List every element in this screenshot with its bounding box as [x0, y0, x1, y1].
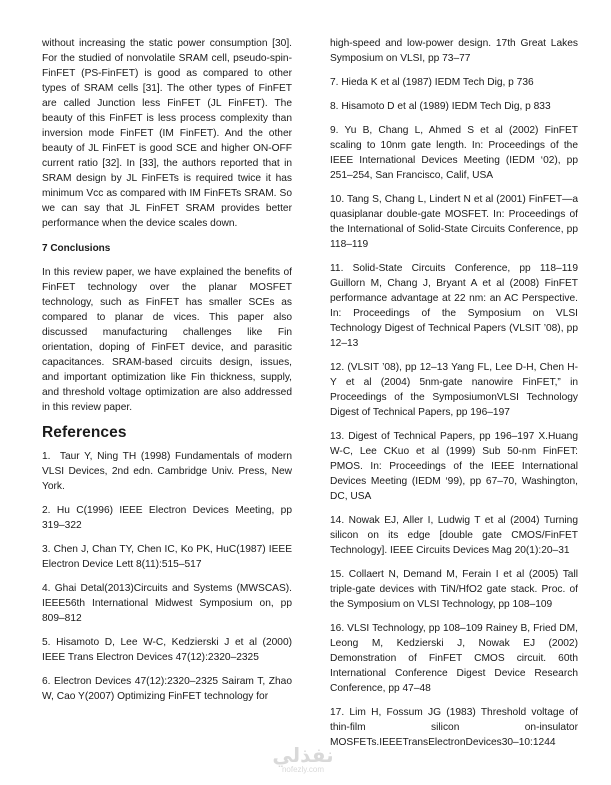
reference-item: 15. Collaert N, Demand M, Ferain I et al (2005) Tall triple-gate devices with TiN/HfO2 gate stack. Proc. of the Symposium on VLSI Technology, pp 108–109	[330, 569, 578, 610]
reference-item: 1. Taur Y, Ning TH (1998) Fundamentals of modern VLSI Devices, 2nd edn. Cambridge Univ. Press, New York.	[42, 451, 292, 492]
reference-item: 5. Hisamoto D, Lee W-C, Kedzierski J et al (2000) IEEE Trans Electron Devices 47(12):2320–2325	[42, 637, 292, 663]
reference-item: 16. VLSI Technology, pp 108–109 Rainey B, Fried DM, Leong M, Kedzierski J, Nowak EJ (2002) Demonstration of FinFET CMOS circuit. 60th International Conference Digest Device Research Conference, pp 47–48	[330, 623, 578, 694]
reference-item: 9. Yu B, Chang L, Ahmed S et al (2002) FinFET scaling to 10nm gate length. In: Proceedings of the IEEE International Devices Meeting (IEDM ‘02), pp 251–254, San Francisco, Calif, USA	[330, 125, 578, 181]
conclusion-paragraph: In this review paper, we have explained the benefits of FinFET technology over the planar MOSFET technology, such as FinFET has smaller SCEs as compared to planar de vices. This paper also discussed manufacturing challenges like Fin orientation, doping of FinFET device, and parasitic capacitances. SRAM-based circuits design, issues, and important optimization like Fin thickness, supply, and threshold voltage optimization are also addressed in this review paper.	[42, 267, 292, 413]
reference-item: 7. Hieda K et al (1987) IEDM Tech Dig, p 736	[330, 77, 534, 88]
reference-item: 14. Nowak EJ, Aller I, Ludwig T et al (2004) Turning silicon on its edge [double gate CMOS/FinFET Technology]. IEEE Circuits Devices Mag 20(1):20–31	[330, 515, 578, 556]
body-paragraph: without increasing the static power consumption [30]. For the studied of nonvolatile SRAM cell, pseudo-spin-FinFET (PS-FinFET) is good as compared to other types of SRAM cells [31]. The other types of FinFET are called Junction less FinFET (JL FinFET). The beauty of this FinFET is less process complexity than inversion mode FinFET (IM FinFET). And the other beauty of JL FinFET is good SCE and higher ON-OFF current ratio [32]. In [33], the authors reported that in SRAM design by JL FinFETs is required twice it has minimum Vcc as compared with IM FinFETs SRAM. So we can say that JL FinFET SRAM provides better performance when the device scales down.	[42, 38, 292, 229]
references-heading: References	[42, 424, 127, 441]
right-column	[330, 36, 578, 759]
section-heading: 7 Conclusions	[42, 243, 111, 254]
reference-item: 4. Ghai Detal(2013)Circuits and Systems (MWSCAS). IEEE56th International Midwest Symposium on, pp 809–812	[42, 583, 292, 624]
reference-item: 6. Electron Devices 47(12):2320–2325 Sairam T, Zhao W, Cao Y(2007) Optimizing FinFET technology for	[42, 676, 292, 702]
reference-item: 10. Tang S, Chang L, Lindert N et al (2001) FinFET—a quasiplanar double-gate MOSFET. In: Proceedings of the International of Solid-State Circuits Conference, pp 118–119	[330, 194, 578, 250]
reference-item: 3. Chen J, Chan TY, Chen IC, Ko PK, HuC(1987) IEEE Electron Device Lett 8(11):515–517	[42, 544, 292, 570]
reference-item: 11. Solid-State Circuits Conference, pp 118–119 Guillorn M, Chang J, Bryant A et al (2008) FinFET performance advantage at 22 nm: an AC Perspective. In: Proceedings of the Symposium on VLSI Technology Digest of Technical Papers (VLSIT ’08), pp 12–13	[330, 263, 578, 349]
reference-item: 12. (VLSIT ’08), pp 12–13 Yang FL, Lee D-H, Chen H-Y et al (2004) 5nm-gate nanowire FinFET,” in Proceedings of the SymposiumonVLSI Technology Digest of Technical Papers, pp 196–197	[330, 362, 578, 418]
watermark-arabic-text: نفذلي	[272, 743, 334, 767]
reference-continuation: high-speed and low-power design. 17th Great Lakes Symposium on VLSI, pp 73–77	[330, 38, 578, 64]
reference-item: 2. Hu C(1996) IEEE Electron Devices Meeting, pp 319–322	[42, 505, 292, 531]
reference-item: 13. Digest of Technical Papers, pp 196–197 X.Huang W-C, Lee CKuo et al (1999) Sub 50-nm FinFET: PMOS. In: Proceedings of the IEEE International Devices Meeting (IEDM ‘99), pp 67–70, Washington, DC, USA	[330, 431, 578, 502]
watermark-logo	[268, 745, 338, 775]
reference-item: 8. Hisamoto D et al (1989) IEDM Tech Dig, p 833	[330, 101, 551, 112]
left-column	[42, 36, 292, 713]
watermark-url: nofezly.com	[281, 765, 325, 774]
reference-item: 17. Lim H, Fossum JG (1983) Threshold voltage of thin-film silicon on-insulator MOSFETs.IEEETransElectronDevices30–10:1244	[330, 707, 578, 748]
